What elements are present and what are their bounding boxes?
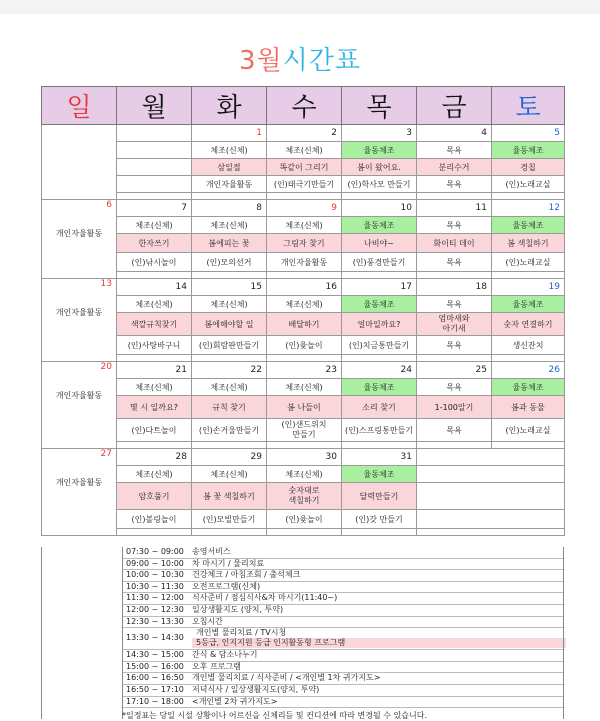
week-1-row-2 [42, 253, 565, 272]
date-cell: 2 [267, 125, 342, 142]
activity-cell: 똑같이 그리기 [267, 159, 342, 176]
activity-cell: (인)태극기만들기 [267, 176, 342, 193]
activity-cell: 봄이 왔어요. [342, 159, 417, 176]
spacer-cell [267, 272, 342, 279]
spacer-cell [342, 529, 417, 536]
activity-cell: (인)모의선거 [192, 253, 267, 272]
week-2-spacer [42, 355, 565, 362]
schedule-left-margin [41, 547, 122, 719]
sunday-date: 20 [100, 362, 112, 372]
activity-cell: (인)낚시놀이 [117, 253, 192, 272]
schedule-row [122, 593, 564, 605]
date-cell: 24 [342, 362, 417, 379]
date-cell: 15 [192, 279, 267, 296]
week-0-row-2 [42, 176, 565, 193]
activity-cell: 체조(신체) [192, 466, 267, 483]
spacer-cell [117, 193, 192, 200]
title-label: 시간표 [282, 46, 362, 76]
activity-cell: (인)사탕바구니 [117, 336, 192, 355]
date-cell: 19 [492, 279, 565, 296]
schedule-activity: 간식 & 담소나누기 [192, 650, 258, 660]
date-cell: 31 [342, 449, 417, 466]
activity-cell: (인)풍경만들기 [342, 253, 417, 272]
activity-line: (인)샌드위치 [281, 420, 327, 429]
spacer-cell [117, 442, 192, 449]
spacer-cell [192, 355, 267, 362]
sunday-date: 6 [106, 200, 112, 210]
date-cell: 21 [117, 362, 192, 379]
activity-line: 색칠하기 [288, 496, 320, 505]
activity-cell: (인)회람판만들기 [192, 336, 267, 355]
date-cell: 18 [417, 279, 492, 296]
date-cell: 3 [342, 125, 417, 142]
activity-cell: 1-100알기 [417, 396, 492, 419]
activity-line: 엄마새와 [438, 314, 470, 323]
week-4-date-row [42, 449, 565, 466]
sunday-activity: 개인자율활동 [55, 308, 103, 317]
schedule-time: 10:30 ~ 11:30 [126, 581, 184, 591]
day-header-row [42, 87, 565, 125]
sunday-activity: 개인자율활동 [55, 478, 103, 487]
spacer-cell [342, 272, 417, 279]
activity-cell [117, 142, 192, 159]
activity-cell: 봄 나들이 [267, 396, 342, 419]
activity-cell: 체조(신체) [192, 217, 267, 234]
spacer-cell [267, 442, 342, 449]
spacer-cell [492, 355, 565, 362]
spacer-cell [417, 272, 492, 279]
week-1-row-0 [42, 217, 565, 234]
activity-cell: 목욕 [417, 217, 492, 234]
spacer-cell [342, 442, 417, 449]
spacer-cell [117, 529, 192, 536]
activity-cell: 봄과 동물 [492, 396, 565, 419]
schedule-time: 12:30 ~ 13:30 [126, 616, 184, 626]
date-cell: 29 [192, 449, 267, 466]
schedule-row [122, 582, 564, 594]
date-cell: 26 [492, 362, 565, 379]
schedule-activity: 오침시간 [192, 616, 223, 626]
week-1-sunday [42, 200, 117, 279]
week-0-row-1 [42, 159, 565, 176]
schedule-row [122, 605, 564, 617]
schedule-time: 16:50 ~ 17:10 [126, 684, 184, 694]
schedule-activity: 개인별 물리치료 / TV시청 [196, 628, 287, 638]
week-2-date-row [42, 279, 565, 296]
activity-cell: 체조(신체) [267, 296, 342, 313]
date-cell: 7 [117, 200, 192, 217]
spacer-cell [117, 355, 192, 362]
schedule-activity: 일상생활지도 (양치, 투약) [192, 604, 284, 614]
schedule-row [122, 673, 564, 685]
activity-cell: 체조(신체) [192, 296, 267, 313]
activity-cell: 개인자율활동 [267, 253, 342, 272]
week-2-row-1 [42, 313, 565, 336]
activity-cell [117, 176, 192, 193]
schedule-time: 13:30 ~ 14:30 [126, 633, 184, 643]
schedule-time: 14:30 ~ 15:00 [126, 650, 184, 660]
activity-cell: 소리 찾기 [342, 396, 417, 419]
schedule-activity: 오후 프로그램 [192, 661, 241, 671]
schedule-row [122, 662, 564, 674]
schedule-row [122, 559, 564, 571]
activity-cell: 율동체조 [492, 379, 565, 396]
top-status-bar [0, 0, 600, 14]
date-cell [417, 449, 565, 466]
activity-cell [417, 510, 565, 529]
activity-cell: 목욕 [417, 253, 492, 272]
schedule-row [122, 547, 564, 559]
day-header-3: 수 [267, 87, 342, 125]
activity-cell: 체조(신체) [117, 466, 192, 483]
sunday-date: 27 [100, 449, 112, 459]
activity-cell: (인)모빌만들기 [192, 510, 267, 529]
week-1-spacer [42, 272, 565, 279]
activity-cell: 색깔규칙찾기 [117, 313, 192, 336]
date-cell: 1 [192, 125, 267, 142]
spacer-cell [192, 272, 267, 279]
activity-cell: 화이티 데이 [417, 234, 492, 253]
activity-cell: 율동체조 [342, 379, 417, 396]
schedule-row [122, 685, 564, 697]
activity-cell: 달력만들기 [342, 483, 417, 510]
daily-schedule [122, 547, 564, 708]
activity-cell: 체조(신체) [267, 466, 342, 483]
page-title [0, 40, 600, 77]
spacer-cell [267, 193, 342, 200]
date-cell: 14 [117, 279, 192, 296]
date-cell: 30 [267, 449, 342, 466]
schedule-note: *일정표는 당일 시설 상황이나 어르신을 신체리듬 및 컨디션에 따라 변경될 수 있습니다. [122, 711, 427, 720]
activity-cell: 율동체조 [342, 466, 417, 483]
schedule-activity: 건강체크 / 아침조회 / 출석체크 [192, 570, 301, 580]
spacer-cell [492, 272, 565, 279]
week-3-date-row [42, 362, 565, 379]
week-2-row-0 [42, 296, 565, 313]
activity-cell: 개인자율활동 [192, 176, 267, 193]
week-0-spacer [42, 193, 565, 200]
calendar-table [41, 86, 565, 536]
spacer-cell [417, 529, 565, 536]
date-cell: 23 [267, 362, 342, 379]
week-1-date-row [42, 200, 565, 217]
activity-cell [417, 466, 565, 483]
week-0-row-0 [42, 142, 565, 159]
activity-cell: (인)노래교실 [492, 253, 565, 272]
spacer-cell [342, 193, 417, 200]
date-cell: 25 [417, 362, 492, 379]
date-cell: 28 [117, 449, 192, 466]
activity-cell: 체조(신체) [117, 296, 192, 313]
activity-cell: 율동체조 [342, 142, 417, 159]
spacer-cell [342, 355, 417, 362]
week-3-sunday [42, 362, 117, 449]
spacer-cell [492, 193, 565, 200]
date-cell: 4 [417, 125, 492, 142]
week-2-sunday [42, 279, 117, 362]
week-3-row-2 [42, 419, 565, 442]
activity-cell: 목욕 [417, 176, 492, 193]
activity-cell: 목욕 [417, 419, 492, 442]
activity-cell: 체조(신체) [192, 379, 267, 396]
activity-cell: 목욕 [417, 336, 492, 355]
activity-cell [417, 483, 565, 510]
activity-cell: 생신잔치 [492, 336, 565, 355]
week-0-date-row [42, 125, 565, 142]
week-3-row-1 [42, 396, 565, 419]
activity-cell: 체조(신체) [117, 217, 192, 234]
schedule-row [122, 650, 564, 662]
schedule-time: 16:00 ~ 16:50 [126, 673, 184, 683]
spacer-cell [267, 529, 342, 536]
activity-cell: (인)윷놀이 [267, 510, 342, 529]
spacer-cell [492, 442, 565, 449]
activity-cell: 나비야~ [342, 234, 417, 253]
week-1-row-1 [42, 234, 565, 253]
activity-cell: 율동체조 [492, 217, 565, 234]
spacer-cell [267, 355, 342, 362]
activity-cell: 규칙 찾기 [192, 396, 267, 419]
spacer-cell [417, 442, 492, 449]
day-header-4: 목 [342, 87, 417, 125]
activity-cell: (인)볼링놀이 [117, 510, 192, 529]
spacer-cell [192, 442, 267, 449]
date-cell [117, 125, 192, 142]
activity-cell: 체조(신체) [267, 142, 342, 159]
activity-cell: 봄 꽃 색칠하기 [192, 483, 267, 510]
schedule-time: 12:00 ~ 12:30 [126, 604, 184, 614]
activity-cell: 목욕 [417, 296, 492, 313]
activity-cell: 한자쓰기 [117, 234, 192, 253]
schedule-activity: 오전프로그램(신체) [192, 581, 261, 591]
activity-cell: 몇 시 일까요? [117, 396, 192, 419]
schedule-activity-secondary: 5등급, 인지지원 등급 인지활동형 프로그램 [192, 638, 566, 648]
week-4-sunday [42, 449, 117, 536]
activity-cell: 암호풀기 [117, 483, 192, 510]
day-header-2: 화 [192, 87, 267, 125]
schedule-activity: 식사준비 / 점심식사&차 마시기(11:40~) [192, 593, 338, 603]
spacer-cell [192, 193, 267, 200]
spacer-cell [192, 529, 267, 536]
activity-cell: 봄에피는 꽃 [192, 234, 267, 253]
activity-cell: (인)손거울만들기 [192, 419, 267, 442]
activity-cell: (인)학사모 만들기 [342, 176, 417, 193]
week-0-sunday [42, 125, 117, 200]
activity-cell: 율동체조 [492, 296, 565, 313]
activity-cell: (인)노래교실 [492, 176, 565, 193]
schedule-activity: 차 마시기 / 물리치료 [192, 558, 265, 568]
schedule-time: 09:00 ~ 10:00 [126, 558, 184, 568]
date-cell: 11 [417, 200, 492, 217]
title-month: 3월 [238, 46, 283, 76]
week-3-row-0 [42, 379, 565, 396]
schedule-row [122, 570, 564, 582]
activity-cell [417, 313, 492, 336]
activity-cell: 경칩 [492, 159, 565, 176]
date-cell: 10 [342, 200, 417, 217]
activity-line: 숫자대로 [288, 486, 320, 495]
schedule-row [122, 628, 564, 650]
spacer-cell [117, 272, 192, 279]
activity-line: 아기새 [442, 324, 466, 333]
schedule-time: 10:00 ~ 10:30 [126, 570, 184, 580]
activity-cell [267, 483, 342, 510]
activity-cell: (인)갓 만들기 [342, 510, 417, 529]
activity-cell: 숫자 연결하기 [492, 313, 565, 336]
date-cell: 9 [267, 200, 342, 217]
activity-cell: (인)스프링통만들기 [342, 419, 417, 442]
spacer-cell [417, 355, 492, 362]
week-2-row-2 [42, 336, 565, 355]
activity-cell: 얼마일까요? [342, 313, 417, 336]
date-cell: 16 [267, 279, 342, 296]
day-header-1: 월 [117, 87, 192, 125]
sunday-activity: 개인자율활동 [55, 391, 103, 400]
week-4-spacer [42, 529, 565, 536]
schedule-time: 17:10 ~ 18:00 [126, 696, 184, 706]
activity-cell: 봄에해야할 일 [192, 313, 267, 336]
schedule-time: 15:00 ~ 16:00 [126, 661, 184, 671]
date-cell: 12 [492, 200, 565, 217]
activity-cell: 삼일절 [192, 159, 267, 176]
week-4-row-2 [42, 510, 565, 529]
activity-cell: 그림자 찾기 [267, 234, 342, 253]
activity-cell: 율동체조 [342, 296, 417, 313]
schedule-time: 11:30 ~ 12:00 [126, 593, 184, 603]
activity-cell: 목욕 [417, 379, 492, 396]
activity-cell: 체조(신체) [267, 379, 342, 396]
week-4-row-1 [42, 483, 565, 510]
activity-cell: 분리수거 [417, 159, 492, 176]
day-header-6: 토 [492, 87, 565, 125]
activity-cell: (인)윷놀이 [267, 336, 342, 355]
spacer-cell [417, 193, 492, 200]
schedule-activity: 개인별 물리치료 / 식사준비 / <개인별 1차 귀가지도> [192, 673, 381, 683]
week-3-spacer [42, 442, 565, 449]
activity-cell: (인)노래교실 [492, 419, 565, 442]
day-header-0: 일 [42, 87, 117, 125]
schedule-time: 07:30 ~ 09:00 [126, 547, 184, 556]
activity-cell [117, 159, 192, 176]
activity-cell: 체조(신체) [192, 142, 267, 159]
activity-cell: (인)치금통만들기 [342, 336, 417, 355]
date-cell: 17 [342, 279, 417, 296]
schedule-row [122, 697, 564, 709]
schedule-activity: 저녁식사 / 일상생활지도(양치, 투약) [192, 684, 320, 694]
week-4-row-0 [42, 466, 565, 483]
schedule-activity: 송영서비스 [192, 547, 231, 556]
date-cell: 22 [192, 362, 267, 379]
sunday-date: 13 [100, 279, 112, 289]
activity-cell: 율동체조 [492, 142, 565, 159]
date-cell: 8 [192, 200, 267, 217]
activity-cell: 율동체조 [342, 217, 417, 234]
activity-cell [267, 419, 342, 442]
schedule-row [122, 617, 564, 629]
activity-cell: 체조(신체) [267, 217, 342, 234]
activity-cell: (인)다트놀이 [117, 419, 192, 442]
activity-cell: 배달하기 [267, 313, 342, 336]
sunday-activity: 개인자율활동 [55, 229, 103, 238]
activity-cell: 봄 색칠하기 [492, 234, 565, 253]
schedule-activity: <개인별 2차 귀가지도> [192, 696, 278, 706]
activity-cell: 체조(신체) [117, 379, 192, 396]
date-cell: 5 [492, 125, 565, 142]
day-header-5: 금 [417, 87, 492, 125]
activity-line: 만들기 [292, 430, 316, 439]
activity-cell: 목욕 [417, 142, 492, 159]
